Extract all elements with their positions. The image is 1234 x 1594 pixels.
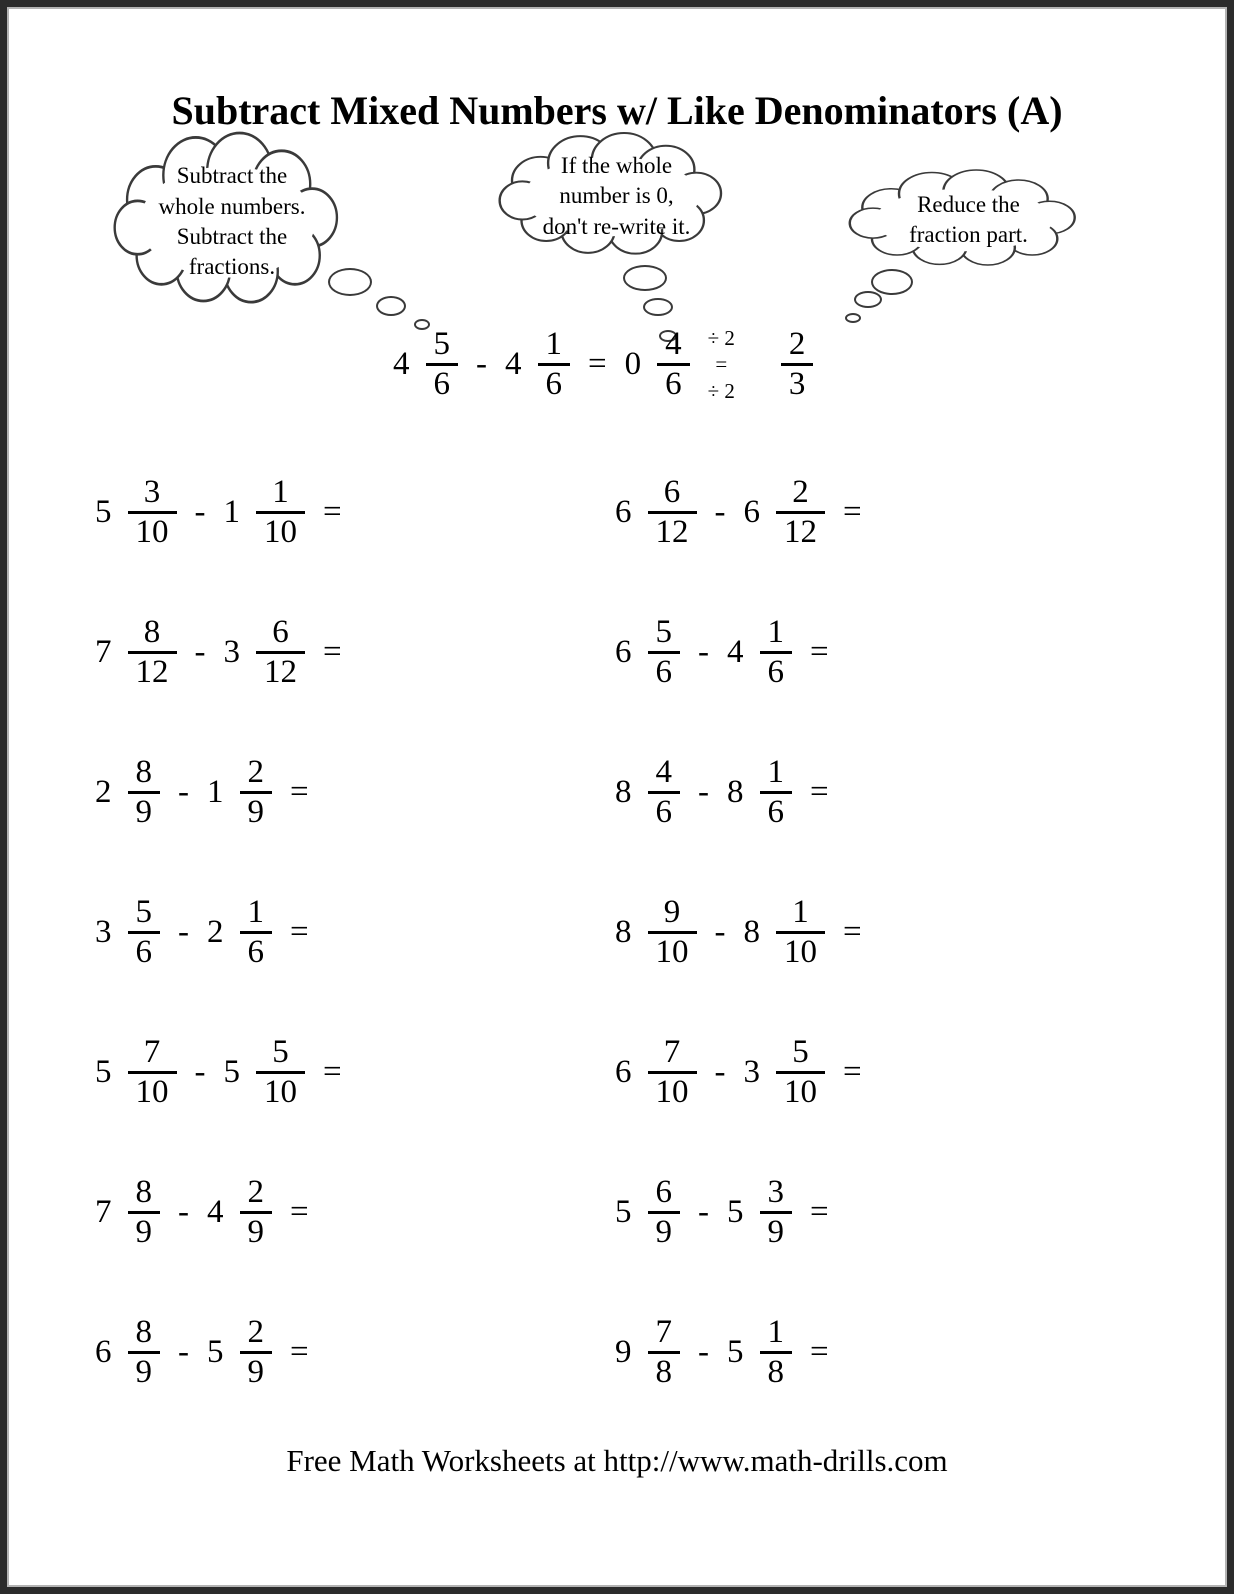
fraction-denominator: 9 xyxy=(135,1353,152,1390)
equals-sign: = xyxy=(290,773,309,810)
subtrahend-fraction xyxy=(256,614,305,691)
equals-sign: = xyxy=(290,1333,309,1370)
fraction-denominator: 3 xyxy=(788,365,806,402)
fraction-denominator: 9 xyxy=(655,1213,672,1250)
subtrahend-whole: 1 xyxy=(223,493,240,530)
fraction-numerator: 2 xyxy=(247,1313,264,1350)
bubble-text xyxy=(108,133,356,311)
minuend-fraction xyxy=(648,1174,681,1251)
fraction-denominator: 10 xyxy=(655,1073,689,1110)
bubble-line: number is 0, xyxy=(559,183,674,209)
minuend-whole: 6 xyxy=(615,493,632,530)
bubble-line: Subtract the xyxy=(176,163,288,189)
thought-trail-dot xyxy=(845,313,861,323)
subtrahend-whole: 4 xyxy=(207,1193,224,1230)
equals-sign: = xyxy=(843,913,862,950)
minuend-whole: 7 xyxy=(95,1193,112,1230)
problem-9 xyxy=(95,1034,615,1111)
problem-4 xyxy=(615,614,1135,691)
subtrahend-fraction xyxy=(240,1314,273,1391)
fraction-denominator: 6 xyxy=(545,365,562,402)
equals-sign: = xyxy=(843,493,862,530)
fraction-numerator: 1 xyxy=(247,893,264,930)
problem-5 xyxy=(95,754,615,831)
fraction-numerator: 2 xyxy=(792,473,809,510)
fraction-numerator: 6 xyxy=(655,1173,672,1210)
minus-sign: - xyxy=(714,1053,726,1090)
minus-sign: - xyxy=(698,1333,709,1370)
problem-13 xyxy=(95,1314,615,1391)
subtrahend-whole: 4 xyxy=(505,345,522,382)
subtrahend-whole: 5 xyxy=(727,1333,744,1370)
fraction-numerator: 5 xyxy=(792,1033,809,1070)
subtrahend-fraction xyxy=(776,894,825,971)
divide-by-top: ÷ 2 xyxy=(707,326,735,350)
minuend-fraction xyxy=(426,326,459,403)
fraction-denominator: 10 xyxy=(135,1073,169,1110)
subtrahend-whole: 1 xyxy=(207,773,224,810)
subtrahend-whole: 5 xyxy=(207,1333,224,1370)
thought-trail-dot xyxy=(643,298,673,316)
fraction-numerator: 5 xyxy=(433,325,450,362)
subtrahend-fraction xyxy=(256,474,305,551)
problem-7 xyxy=(95,894,615,971)
thought-bubble-subtract-steps xyxy=(108,133,356,311)
fraction-numerator: 1 xyxy=(272,473,289,510)
thought-trail-dot xyxy=(871,269,913,295)
fraction-denominator: 6 xyxy=(767,793,784,830)
bubble-line: If the whole xyxy=(560,152,673,178)
subtrahend-whole: 3 xyxy=(743,1053,760,1090)
fraction-numerator: 7 xyxy=(663,1033,681,1070)
thought-trail-dot xyxy=(854,291,882,308)
minuend-whole: 4 xyxy=(393,345,410,382)
equals-sign: = xyxy=(843,1053,862,1090)
fraction-numerator: 8 xyxy=(135,1173,152,1210)
fraction-numerator: 2 xyxy=(247,753,264,790)
fraction-denominator: 12 xyxy=(784,513,817,550)
subtrahend-whole: 8 xyxy=(743,913,760,950)
minuend-whole: 2 xyxy=(95,773,112,810)
fraction-denominator: 6 xyxy=(655,653,672,690)
bubble-line: Reduce the xyxy=(917,191,1020,217)
minuend-fraction xyxy=(128,1034,177,1111)
problem-10 xyxy=(615,1034,1135,1111)
minus-sign: - xyxy=(698,1193,709,1230)
minuend-fraction xyxy=(128,1314,161,1391)
fraction-numerator: 6 xyxy=(663,473,681,510)
problem-1 xyxy=(95,474,615,551)
problem-3 xyxy=(95,614,615,691)
subtrahend-fraction xyxy=(760,754,793,831)
fraction-denominator: 6 xyxy=(433,365,450,402)
equals-sign: = xyxy=(810,633,829,670)
equals-sign: = xyxy=(810,1193,829,1230)
fraction-numerator: 3 xyxy=(143,473,161,510)
problem-12 xyxy=(615,1174,1135,1251)
fraction-denominator: 8 xyxy=(655,1353,672,1390)
equals-sign: = xyxy=(323,493,342,530)
fraction-denominator: 9 xyxy=(135,793,152,830)
fraction-denominator: 10 xyxy=(784,1073,817,1110)
minuend-fraction xyxy=(648,1034,697,1111)
bubble-line: fraction part. xyxy=(909,222,1028,247)
thought-bubble-reduce xyxy=(843,170,1094,270)
example-equation xyxy=(393,325,813,404)
minus-sign: - xyxy=(476,345,487,382)
fraction-numerator: 8 xyxy=(135,1313,152,1350)
subtrahend-fraction xyxy=(538,326,571,403)
fraction-denominator: 9 xyxy=(247,1353,264,1390)
problem-6 xyxy=(615,754,1135,831)
problem-2 xyxy=(615,474,1135,551)
bubble-text xyxy=(843,170,1094,270)
equals-sign: = xyxy=(323,1053,342,1090)
minus-sign: - xyxy=(194,493,206,530)
fraction-numerator: 8 xyxy=(135,753,152,790)
minuend-whole: 5 xyxy=(615,1193,632,1230)
fraction-denominator: 6 xyxy=(665,365,682,402)
problem-8 xyxy=(615,894,1135,971)
thought-trail-dot xyxy=(623,265,667,291)
result-whole: 0 xyxy=(624,345,642,382)
minuend-whole: 6 xyxy=(615,1053,632,1090)
fraction-denominator: 6 xyxy=(655,793,672,830)
equals-sign: = xyxy=(810,1333,829,1370)
subtrahend-whole: 8 xyxy=(727,773,744,810)
fraction-numerator: 2 xyxy=(247,1173,264,1210)
minuend-fraction xyxy=(128,474,177,551)
fraction-denominator: 8 xyxy=(767,1353,784,1390)
minuend-fraction xyxy=(648,1314,681,1391)
divide-by-bottom: ÷ 2 xyxy=(707,378,735,403)
fraction-numerator: 4 xyxy=(665,325,682,362)
subtrahend-fraction xyxy=(256,1034,305,1111)
fraction-numerator: 1 xyxy=(767,753,784,790)
fraction-denominator: 12 xyxy=(655,513,689,550)
bubble-line: don't re-write it. xyxy=(542,213,691,239)
minus-sign: - xyxy=(178,1193,189,1230)
minuend-fraction xyxy=(648,754,681,831)
fraction-numerator: 2 xyxy=(788,325,806,362)
minuend-whole: 8 xyxy=(615,913,632,950)
subtrahend-fraction xyxy=(760,1314,793,1391)
bubble-line: fractions. xyxy=(188,254,276,280)
fraction-denominator: 10 xyxy=(264,1073,297,1110)
fraction-denominator: 6 xyxy=(135,933,152,970)
problems-grid xyxy=(95,442,1135,1422)
minuend-whole: 5 xyxy=(95,1053,112,1090)
reduced-fraction xyxy=(781,326,814,403)
minuend-fraction xyxy=(648,474,697,551)
equals-sign: = xyxy=(588,345,607,382)
fraction-numerator: 1 xyxy=(767,1313,784,1350)
fraction-denominator: 9 xyxy=(767,1213,784,1250)
minus-sign: - xyxy=(194,633,206,670)
fraction-numerator: 5 xyxy=(272,1033,289,1070)
minuend-whole: 6 xyxy=(95,1333,112,1370)
fraction-denominator: 12 xyxy=(264,653,297,690)
bubble-text xyxy=(493,133,740,260)
fraction-numerator: 3 xyxy=(767,1173,784,1210)
subtrahend-whole: 2 xyxy=(207,913,224,950)
subtrahend-whole: 5 xyxy=(727,1193,744,1230)
subtrahend-fraction xyxy=(776,474,825,551)
fraction-numerator: 7 xyxy=(655,1313,672,1350)
minuend-whole: 8 xyxy=(615,773,632,810)
equals-sign: = xyxy=(290,913,309,950)
minuend-whole: 5 xyxy=(95,493,112,530)
subtrahend-fraction xyxy=(760,1174,793,1251)
subtrahend-fraction xyxy=(776,1034,825,1111)
minuend-fraction xyxy=(648,894,697,971)
minuend-whole: 7 xyxy=(95,633,112,670)
minus-sign: - xyxy=(178,773,189,810)
fraction-numerator: 8 xyxy=(143,613,161,650)
fraction-numerator: 5 xyxy=(135,893,152,930)
minuend-fraction xyxy=(648,614,681,691)
fraction-denominator: 6 xyxy=(247,933,264,970)
reduction-annotation xyxy=(708,325,735,404)
subtrahend-fraction xyxy=(240,754,273,831)
equals-sign: = xyxy=(290,1193,309,1230)
fraction-denominator: 9 xyxy=(247,793,264,830)
minuend-whole: 9 xyxy=(615,1333,632,1370)
fraction-denominator: 9 xyxy=(247,1213,264,1250)
thought-trail-dot xyxy=(376,296,406,316)
equals-sign: = xyxy=(810,773,829,810)
minuend-fraction xyxy=(128,754,161,831)
minuend-fraction xyxy=(128,614,177,691)
minus-sign: - xyxy=(698,773,709,810)
subtrahend-whole: 3 xyxy=(223,633,240,670)
fraction-numerator: 1 xyxy=(767,613,784,650)
subtrahend-whole: 4 xyxy=(727,633,744,670)
page-title: Subtract Mixed Numbers w/ Like Denominators (A) xyxy=(171,88,1063,133)
minuend-whole: 6 xyxy=(615,633,632,670)
thought-bubble-zero-whole xyxy=(493,133,740,260)
fraction-numerator: 4 xyxy=(655,753,672,790)
minus-sign: - xyxy=(714,493,726,530)
subtrahend-whole: 6 xyxy=(743,493,760,530)
minuend-fraction xyxy=(128,894,161,971)
fraction-denominator: 10 xyxy=(135,513,169,550)
minuend-whole: 3 xyxy=(95,913,112,950)
fraction-denominator: 12 xyxy=(135,653,169,690)
fraction-numerator: 1 xyxy=(545,325,562,362)
subtrahend-fraction xyxy=(240,1174,273,1251)
subtrahend-whole: 5 xyxy=(223,1053,240,1090)
fraction-denominator: 9 xyxy=(135,1213,152,1250)
fraction-numerator: 5 xyxy=(655,613,672,650)
reduction-equals-sign: = xyxy=(715,352,728,377)
thought-trail-dot xyxy=(328,268,372,296)
fraction-numerator: 7 xyxy=(143,1033,161,1070)
minus-sign: - xyxy=(194,1053,206,1090)
subtrahend-fraction xyxy=(240,894,273,971)
equals-sign: = xyxy=(323,633,342,670)
minus-sign: - xyxy=(178,1333,189,1370)
fraction-numerator: 9 xyxy=(663,893,681,930)
bubble-line: whole numbers. xyxy=(158,193,306,219)
fraction-numerator: 1 xyxy=(792,893,809,930)
fraction-numerator: 6 xyxy=(272,613,289,650)
problem-14 xyxy=(615,1314,1135,1391)
minus-sign: - xyxy=(178,913,189,950)
fraction-denominator: 10 xyxy=(784,933,817,970)
subtrahend-fraction xyxy=(760,614,793,691)
result-fraction xyxy=(657,326,690,403)
fraction-denominator: 10 xyxy=(655,933,689,970)
minus-sign: - xyxy=(698,633,709,670)
fraction-denominator: 10 xyxy=(264,513,297,550)
bubble-line: Subtract the xyxy=(176,224,288,249)
problem-11 xyxy=(95,1174,615,1251)
footer-credit: Free Math Worksheets at http://www.math-drills.com xyxy=(286,1443,948,1478)
fraction-denominator: 6 xyxy=(767,653,784,690)
minuend-fraction xyxy=(128,1174,161,1251)
minus-sign: - xyxy=(714,913,726,950)
